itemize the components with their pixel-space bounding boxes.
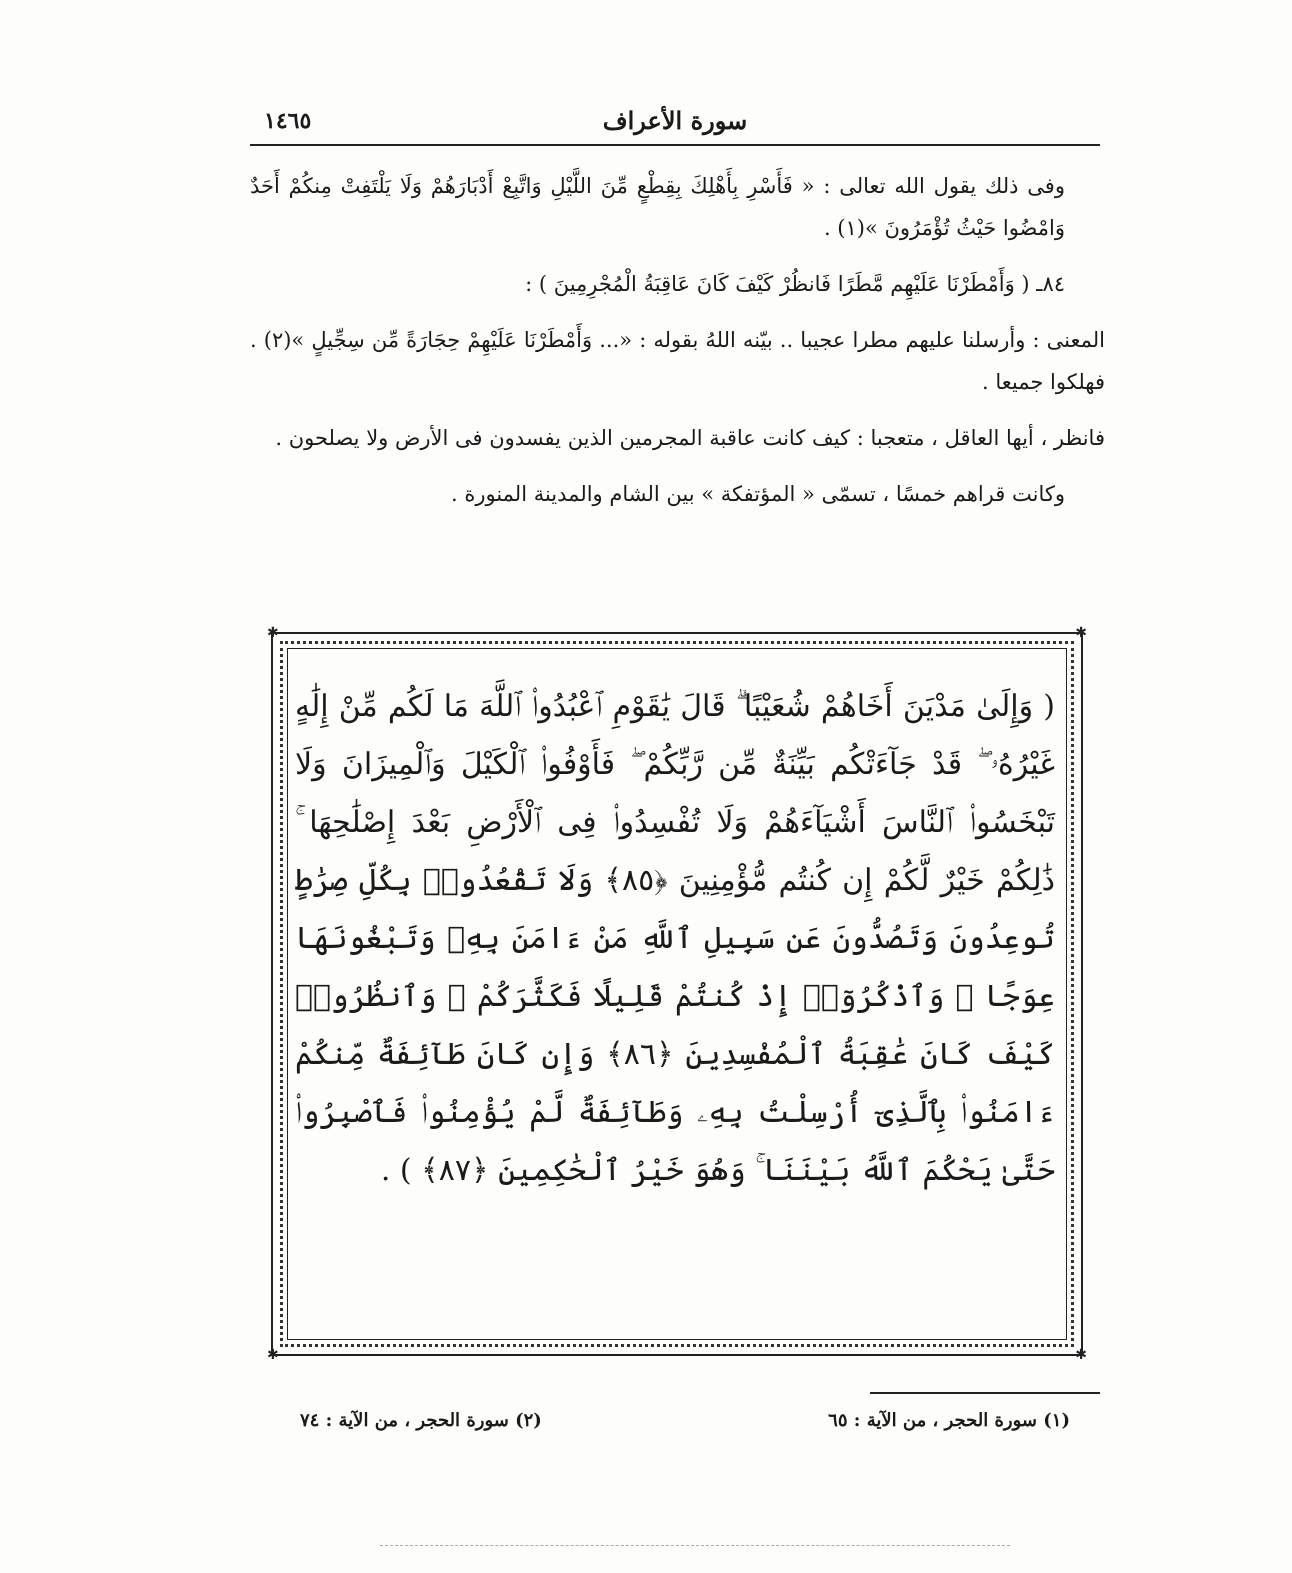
bottom-divider xyxy=(380,1545,1010,1546)
page-header xyxy=(250,100,1100,146)
footnotes xyxy=(300,1402,1070,1442)
footnote-2: (٢) سورة الحجر ، من الآية : ٧٤ xyxy=(300,1410,542,1431)
star-ornament-icon: ✱ xyxy=(1075,1347,1087,1363)
surah-title: سورة الأعراف xyxy=(602,106,748,135)
paragraph-5: وكانت قراهم خمسًا ، تسمّى « المؤتفكة » بين الشام والمدينة المنورة . xyxy=(450,482,1065,506)
star-ornament-icon: ✱ xyxy=(267,625,279,641)
footnote-1: (١) سورة الحجر ، من الآية : ٦٥ xyxy=(828,1410,1070,1431)
paragraph-1: وفى ذلك يقول الله تعالى : « فَأَسْرِ بِأَهْلِكَ بِقِطْعٍ مِّنَ اللَّيْلِ وَاتَّبِعْ أَدْبَارَهُمْ وَلَا يَلْتَفِتْ مِنكُمْ أَحَدٌ وَامْضُوا حَيْثُ تُؤْمَرُونَ »(١) . xyxy=(250,174,1065,240)
paragraph-meaning: المعنى : وأرسلنا عليهم مطرا عجيبا .. بيّنه اللهُ بقوله : «... وَأَمْطَرْنَا عَلَيْهِمْ حِجَارَةً مِّن سِجِّيلٍ »(٢) . فهلكوا جميعا . xyxy=(250,328,1105,394)
footnote-divider xyxy=(870,1392,1100,1394)
commentary-text xyxy=(250,165,1105,529)
quran-verses: ( وَإِلَىٰ مَدْيَنَ أَخَاهُمْ شُعَيْبًا ۗ قَالَ يَٰقَوْمِ ٱعْبُدُوا۟ ٱللَّهَ مَا لَكُم مِّنْ إِلَٰهٍ غَيْرُهُۥ ۖ قَدْ جَآءَتْكُم بَيِّنَةٌ مِّن رَّبِّكُمْ ۖ فَأَوْفُوا۟ ٱلْكَيْلَ وَٱلْمِيزَانَ وَلَا تَبْخَسُوا۟ ٱلنَّاسَ أَشْيَآءَهُمْ وَلَا تُفْسِدُوا۟ فِى ٱلْأَرْضِ بَعْدَ إِصْلَٰحِهَا ۚ ذَٰلِكُمْ خَيْرٌ لَّكُمْ إِن كُنتُم مُّؤْمِنِينَ ﴿٨٥﴾ وَلَا تَقْعُدُوا۟ بِكُلِّ صِرَٰطٍ تُوعِدُونَ وَتَصُدُّونَ عَن سَبِيلِ ٱللَّهِ مَنْ ءَامَنَ بِهِۦ وَتَبْغُونَهَا عِوَجًا ۚ وَٱذْكُرُوٓا۟ إِذْ كُنتُمْ قَلِيلًا فَكَثَّرَكُمْ ۖ وَٱنظُرُوا۟ كَيْفَ كَانَ عَٰقِبَةُ ٱلْمُفْسِدِينَ ﴿٨٦﴾ وَإِن كَانَ طَآئِفَةٌ مِّنكُمْ ءَامَنُوا۟ بِٱلَّذِىٓ أُرْسِلْتُ بِهِۦ وَطَآئِفَةٌ لَّمْ يُؤْمِنُوا۟ فَٱصْبِرُوا۟ حَتَّىٰ يَحْكُمَ ٱللَّهُ بَيْنَنَا ۚ وَهُوَ خَيْرُ ٱلْحَٰكِمِينَ ﴿٨٧﴾ ) . xyxy=(295,689,1055,1188)
star-ornament-icon: ✱ xyxy=(267,1347,279,1363)
page-number: ١٤٦٥ xyxy=(264,108,312,134)
star-ornament-icon: ✱ xyxy=(1075,625,1087,641)
verse-heading-84: ٨٤ـ ( وَأَمْطَرْنَا عَلَيْهِم مَّطَرًا فَانظُرْ كَيْفَ كَانَ عَاقِبَةُ الْمُجْرِمِينَ ) : xyxy=(525,272,1065,296)
paragraph-4: فانظر ، أيها العاقل ، متعجبا : كيف كانت عاقبة المجرمين الذين يفسدون فى الأرض ولا يصلحون . xyxy=(275,426,1105,450)
